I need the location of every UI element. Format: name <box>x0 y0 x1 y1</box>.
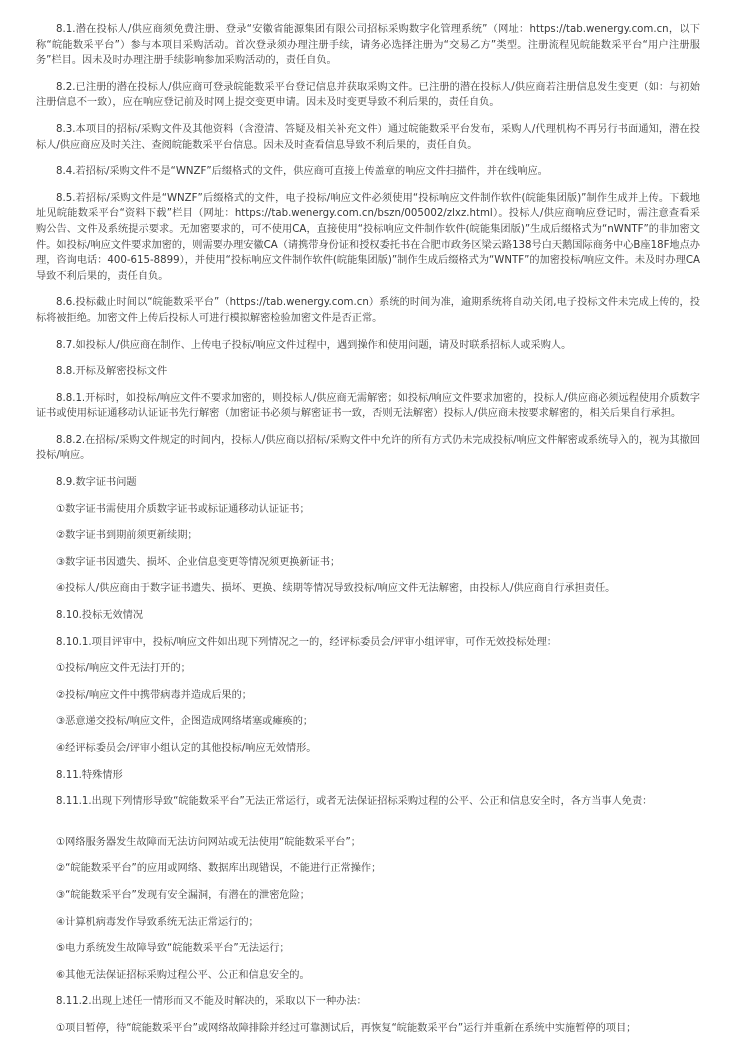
list-item: ①投标/响应文件无法打开的； <box>56 663 191 675</box>
para-8-8-1: 8.8.1.开标时，如投标/响应文件不要求加密的，则投标人/供应商无需解密；如投标/响应文件要求加密的，投标人/供应商必须远程使用介质数字证书或使用标证通移动认证证书先行解密（加密证书必须与解密证书一致，否则无法解密）投标人/供应商未按要求解密的，相关后果自行承担。 <box>36 392 700 420</box>
list-item: ③恶意递交投标/响应文件，企图造成网络堵塞或瘫痪的； <box>56 716 314 728</box>
list-item: ①数字证书需使用介质数字证书或标证通移动认证证书； <box>56 503 310 515</box>
list-item: ②数字证书到期前须更新续期； <box>56 530 198 542</box>
para-8-8-2: 8.8.2.在招标/采购文件规定的时间内，投标人/供应商以招标/采购文件中允许的所有方式仍未完成投标/响应文件解密或系统导入的，视为其撤回投标/响应。 <box>36 434 700 462</box>
heading-8-11: 8.11.特殊情形 <box>56 769 123 781</box>
para-8-11-1: 8.11.1.出现下列情形导致“皖能数采平台”无法正常运行，或者无法保证招标采购过程的公平、公正和信息安全时，各方当事人免责： <box>56 796 653 808</box>
list-item: ⑤电力系统发生故障导致“皖能数采平台”无法运行； <box>56 943 290 955</box>
para-8-11-2: 8.11.2.出现上述任一情形而又不能及时解决的，采取以下一种办法： <box>56 996 367 1008</box>
para-8-1: 8.1.潜在投标人/供应商须免费注册、登录“安徽省能源集团有限公司招标采购数字化管理系统”（网址：https://tab.wenergy.com.cn，以下称“皖能数采平台”）参与本项目采购活动。首次登录须办理注册手续，请务必选择注册为“交易乙方”类型。注册流程见皖能数采平台“用户注册服务”栏目。因未及时办理注册手续影响参加采购活动的，责任自负。 <box>36 24 700 67</box>
list-item: ③数字证书因遗失、损坏、企业信息变更等情况须更换新证书； <box>56 556 341 568</box>
list-item: ④经评标委员会/评审小组认定的其他投标/响应无效情形。 <box>56 743 317 754</box>
para-8-6: 8.6.投标截止时间以“皖能数采平台”（https://tab.wenergy.com.cn）系统的时间为准，逾期系统将自动关闭,电子投标文件未完成上传的，投标将被拒绝。加密文件上传后投标人可进行模拟解密检验加密文件是否正常。 <box>36 297 700 324</box>
list-item: ⑥其他无法保证招标采购过程公平、公正和信息安全的。 <box>56 969 310 981</box>
para-8-3: 8.3.本项目的招标/采购文件及其他资料（含澄清、答疑及相关补充文件）通过皖能数采平台发布，采购人/代理机构不再另行书面通知，潜在投标人/供应商应及时关注、查阅皖能数采平台信息。因未及时查看信息导致不利后果的，责任自负。 <box>36 123 700 151</box>
para-8-2: 8.2.已注册的潜在投标人/供应商可登录皖能数采平台登记信息并获取采购文件。已注册的潜在投标人/供应商若注册信息发生变更（如：与初始注册信息不一致），应在响应登记前及时网上提交变更申请。因未及时变更导致不利后果的，责任自负。 <box>36 81 700 109</box>
list-item: ④投标人/供应商由于数字证书遗失、损坏、更换、续期等情况导致投标/响应文件无法解密，由投标人/供应商自行承担责任。 <box>56 583 616 595</box>
para-8-4: 8.4.若招标/采购文件不是“WNZF”后缀格式的文件，供应商可直接上传盖章的响应文件扫描件，并在线响应。 <box>56 166 548 178</box>
para-8-7: 8.7.如投标人/供应商在制作、上传电子投标/响应文件过程中，遇到操作和使用问题，请及时联系招标人或采购人。 <box>56 339 572 351</box>
heading-8-8: 8.8.开标及解密投标文件 <box>56 366 168 378</box>
list-item: ④计算机病毒发作导致系统无法正常运行的； <box>56 916 259 928</box>
heading-8-9: 8.9.数字证书问题 <box>56 477 137 489</box>
heading-8-10: 8.10.投标无效情况 <box>56 610 144 622</box>
para-8-10-1: 8.10.1.项目评审中，投标/响应文件如出现下列情况之一的，经评标委员会/评审小组评审，可作无效投标处理： <box>56 636 557 648</box>
list-item: ②投标/响应文件中携带病毒并造成后果的； <box>56 689 252 701</box>
list-item: ①项目暂停，待“皖能数采平台”或网络故障排除并经过可靠测试后，再恢复“皖能数采平台”运行并重新在系统中实施暂停的项目； <box>56 1022 637 1034</box>
para-8-5: 8.5.若招标/采购文件是“WNZF”后缀格式的文件，电子投标/响应文件必须使用“投标响应文件制作软件(皖能集团版)”制作生成并上传。下载地址见皖能数采平台“资料下载”栏目（网址：https://tab.wenergy.com.cn/bszn/005002/zlxz.html）。投标人/供应商响应登记时，需注意查看采购公告、文件及系统提示要求。无加密要求的，可不使用CA，直接使用“投标响应文件制作软件(皖能集团版)”生成后缀格式为“nWNTF”的非加密文件。如投标/响应文件要求加密的，则需要办理安徽CA（请携带身份证和授权委托书在合肥市政务区梁云路138号白天鹅国际商务中心B座18F地点办理，咨询电话：400-615-8899），并使用“投标响应文件制作软件(皖能集团版)”制作生成后缀格式为“WNTF”的加密投标/响应文件。未及时办理CA导致不利后果的，责任自负。 <box>36 192 700 282</box>
list-item: ①网络服务器发生故障而无法访问网站或无法使用“皖能数采平台”； <box>56 836 361 848</box>
list-item: ③“皖能数采平台”发现有安全漏洞，有潜在的泄密危险； <box>56 889 310 901</box>
list-item: ②“皖能数采平台”的应用或网络、数据库出现错误，不能进行正常操作； <box>56 863 382 875</box>
